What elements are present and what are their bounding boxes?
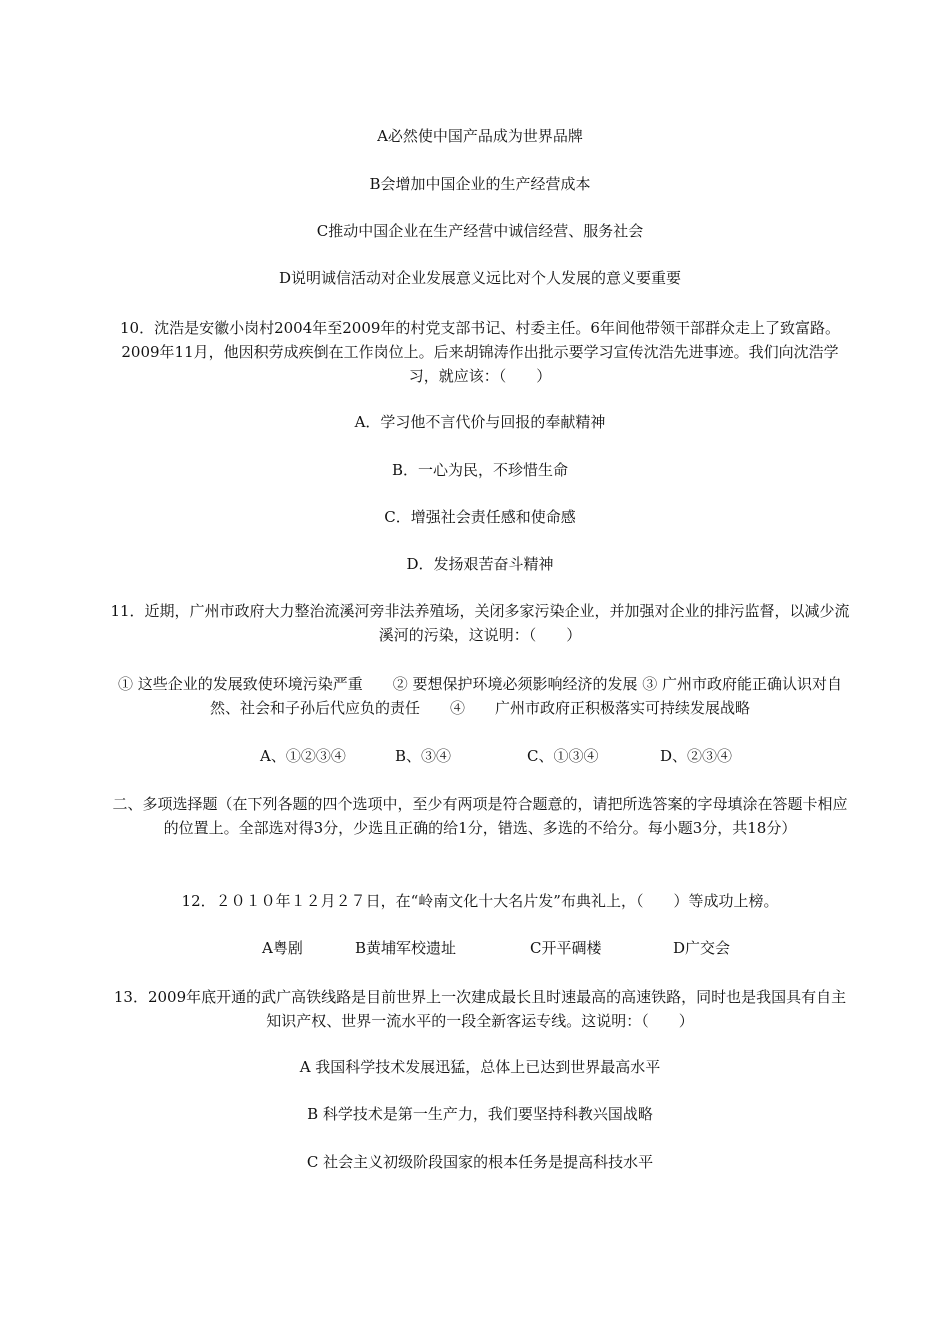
q11-option-c: C、①③④ bbox=[527, 747, 599, 765]
q12-option-c: C开平碉楼 bbox=[530, 939, 602, 957]
q9-option-c: C推动中国企业在生产经营中诚信经营、服务社会 bbox=[316, 222, 644, 240]
q10-option-b: B．一心为民，不珍惜生命 bbox=[391, 461, 569, 479]
q12-options bbox=[110, 936, 850, 960]
section2-heading: 二、多项选择题（在下列各题的四个选项中，至少有两项是符合题意的，请把所选答案的字母填涂在答题卡相应的位置上。全部选对得3分，少选且正确的给1分，错选、多选的不给分。每小题3分，共18分） bbox=[112, 795, 848, 837]
q11-statements: ① 这些企业的发展致使环境污染严重 ② 要想保护环境必须影响经济的发展 ③ 广州市政府能正确认识对自然、社会和子孙后代应负的责任 ④ 广州市政府正积极落实可持续发展战略 bbox=[117, 675, 843, 717]
q11-stem: 11．近期，广州市政府大力整治流溪河旁非法养殖场，关闭多家污染企业，并加强对企业的排污监督，以减少流溪河的污染，这说明：（ ） bbox=[110, 602, 850, 644]
q12-option-a: A粤剧 bbox=[262, 939, 303, 957]
q9-option-a: A必然使中国产品成为世界品牌 bbox=[377, 127, 583, 145]
q11-option-b: B、③④ bbox=[395, 747, 452, 765]
q13-option-b: B 科学技术是第一生产力，我们要坚持科教兴国战略 bbox=[307, 1105, 653, 1123]
q11-option-a: A、①②③④ bbox=[260, 747, 346, 765]
q10-stem: 10．沈浩是安徽小岗村2004年至2009年的村党支部书记、村委主任。6年间他带领干部群众走上了致富路。2009年11月，他因积劳成疾倒在工作岗位上。后来胡锦涛作出批示要学习宣传沈浩先进事迹。我们向沈浩学习，就应该：（ ） bbox=[120, 319, 840, 385]
q12-option-d: D广交会 bbox=[673, 939, 731, 957]
q11-option-d: D、②③④ bbox=[660, 747, 733, 765]
q10-option-d: D．发扬艰苦奋斗精神 bbox=[406, 555, 554, 573]
q9-option-b: B会增加中国企业的生产经营成本 bbox=[369, 175, 591, 193]
q13-stem: 13．2009年底开通的武广高铁线路是目前世界上一次建成最长且时速最高的高速铁路，同时也是我国具有自主知识产权、世界一流水平的一段全新客运专线。这说明：（ ） bbox=[113, 988, 847, 1030]
q12-option-b: B黄埔军校遗址 bbox=[355, 939, 457, 957]
q13-option-a: A 我国科学技术发展迅猛，总体上已达到世界最高水平 bbox=[299, 1058, 661, 1076]
q9-option-d: D说明诚信活动对企业发展意义远比对个人发展的意义要重要 bbox=[278, 269, 682, 287]
q10-option-a: A．学习他不言代价与回报的奉献精神 bbox=[354, 413, 606, 431]
q11-options bbox=[110, 744, 850, 768]
q13-option-c: C 社会主义初级阶段国家的根本任务是提高科技水平 bbox=[306, 1153, 654, 1171]
q10-option-c: C．增强社会责任感和使命感 bbox=[384, 508, 576, 526]
q12-stem: 12．２０１０年１２月２７日，在“岭南文化十大名片发”布典礼上，（ ）等成功上榜。 bbox=[181, 892, 779, 910]
